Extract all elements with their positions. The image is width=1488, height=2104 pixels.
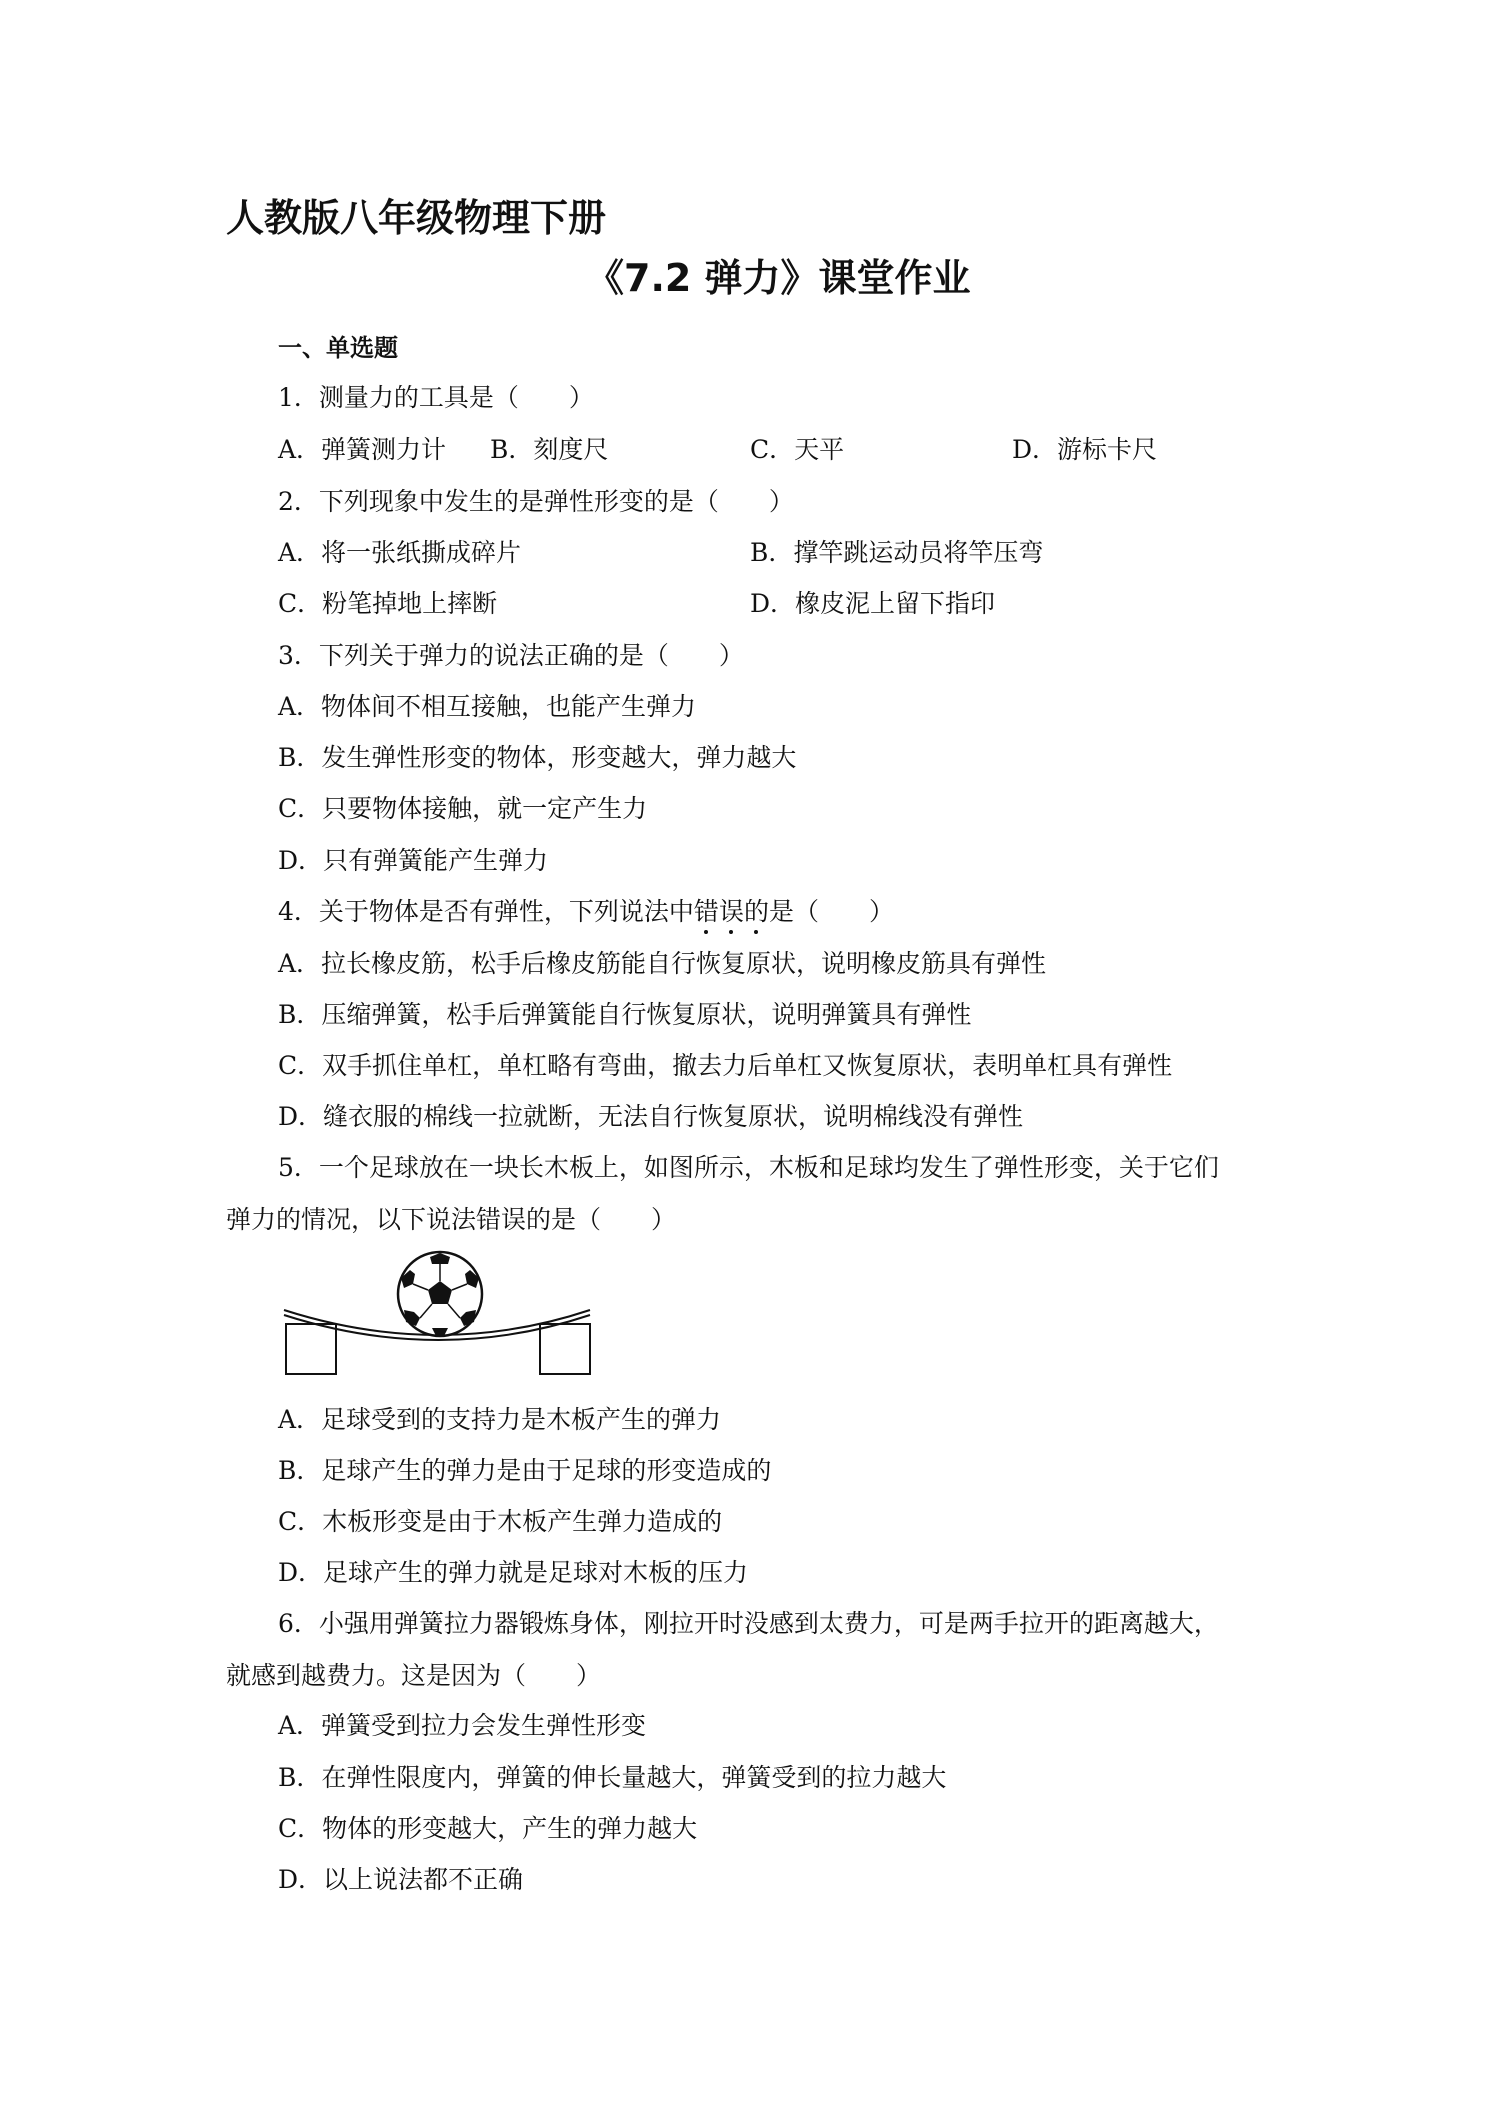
question-5-option-b: B．足球产生的弹力是由于足球的形变造成的 — [278, 1456, 772, 1485]
section-heading: 一、单选题 — [278, 334, 398, 362]
question-2-option-a: A．将一张纸撕成碎片 — [278, 538, 522, 567]
question-6-option-b: B．在弹性限度内，弹簧的伸长量越大，弹簧受到的拉力越大 — [278, 1763, 947, 1792]
question-1-option-c: C．天平 — [750, 435, 845, 464]
question-4-stem-pre: 4．关于物体是否有弹性，下列说法中 — [278, 897, 694, 926]
question-1-option-b: B．刻度尺 — [490, 435, 609, 464]
question-6-stem-line2: 就感到越费力。这是因为（ ） — [226, 1661, 602, 1690]
question-3-option-b: B．发生弹性形变的物体，形变越大，弹力越大 — [278, 743, 797, 772]
question-6-option-a: A．弹簧受到拉力会发生弹性形变 — [278, 1711, 647, 1740]
question-1-stem: 1．测量力的工具是（ ） — [278, 383, 594, 412]
emphasis-char: 错 — [693, 897, 719, 926]
question-5-stem-line1: 5．一个足球放在一块长木板上，如图所示，木板和足球均发生了弹性形变，关于它们 — [278, 1153, 1219, 1182]
question-5-option-a: A．足球受到的支持力是木板产生的弹力 — [278, 1405, 722, 1434]
question-3-stem: 3．下列关于弹力的说法正确的是（ ） — [278, 641, 744, 670]
question-4-option-a: A．拉长橡皮筋，松手后橡皮筋能自行恢复原状，说明橡皮筋具有弹性 — [278, 949, 1047, 978]
emphasis-char: 的 — [743, 897, 769, 926]
ball-on-board-figure — [280, 1250, 600, 1380]
question-5-option-c: C．木板形变是由于木板产生弹力造成的 — [278, 1507, 723, 1536]
question-1-option-a: A．弹簧测力计 — [278, 435, 447, 464]
question-3-option-c: C．只要物体接触，就一定产生力 — [278, 794, 648, 823]
question-3-option-a: A．物体间不相互接触，也能产生弹力 — [278, 692, 697, 721]
emphasis-char: 误 — [718, 897, 744, 926]
question-6-option-d: D．以上说法都不正确 — [278, 1865, 524, 1894]
question-2-option-c: C．粉笔掉地上摔断 — [278, 589, 498, 618]
page-title: 人教版八年级物理下册 — [226, 196, 607, 240]
question-4-option-d: D．缝衣服的棉线一拉就断，无法自行恢复原状，说明棉线没有弹性 — [278, 1102, 1024, 1131]
page-subtitle: 《7.2 弹力》课堂作业 — [586, 256, 971, 300]
right-support-block — [540, 1324, 590, 1374]
question-6-stem-line1: 6．小强用弹簧拉力器锻炼身体，刚拉开时没感到太费力，可是两手拉开的距离越大， — [278, 1609, 1219, 1638]
left-support-block — [286, 1324, 336, 1374]
question-6-option-c: C．物体的形变越大，产生的弹力越大 — [278, 1814, 698, 1843]
question-3-option-d: D．只有弹簧能产生弹力 — [278, 846, 549, 875]
soccer-ball-icon — [398, 1252, 482, 1336]
question-2-option-b: B．撑竿跳运动员将竿压弯 — [750, 538, 1044, 567]
question-4-stem — [278, 896, 894, 928]
question-4-option-c: C．双手抓住单杠，单杠略有弯曲，撤去力后单杠又恢复原状，表明单杠具有弹性 — [278, 1051, 1173, 1080]
question-2-option-d: D．橡皮泥上留下指印 — [750, 589, 996, 618]
question-1-option-d: D．游标卡尺 — [1012, 435, 1158, 464]
question-4-option-b: B．压缩弹簧，松手后弹簧能自行恢复原状，说明弹簧具有弹性 — [278, 1000, 972, 1029]
question-4-stem-post: 是（ ） — [768, 897, 894, 926]
question-5-stem-line2: 弹力的情况，以下说法错误的是（ ） — [226, 1205, 677, 1234]
question-5-option-d: D．足球产生的弹力就是足球对木板的压力 — [278, 1558, 749, 1587]
question-2-stem: 2．下列现象中发生的是弹性形变的是（ ） — [278, 487, 794, 516]
